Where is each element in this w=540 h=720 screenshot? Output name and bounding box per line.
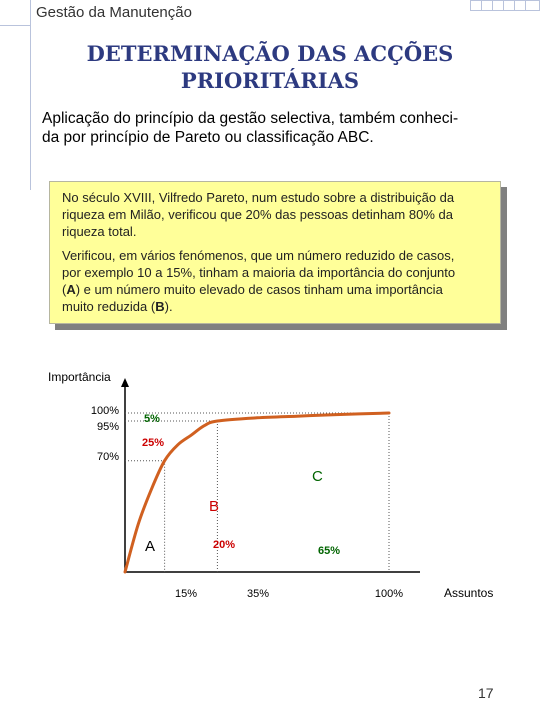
class-c-label: C [312,468,323,485]
note-paragraph-2 [62,247,490,315]
chart-guides [125,413,389,572]
annotation-25pct: 25% [142,437,165,449]
decorative-grid [470,0,540,12]
x-tick-35: 35% [246,588,270,600]
y-tick-95: 95% [96,421,119,433]
decorative-vertical-line [30,0,31,190]
x-axis-title: Assuntos [444,586,494,600]
note-p2-line-2: por exemplo 10 a 15%, tinham a maioria da importância do conjunto [62,265,456,280]
pareto-note-box [49,181,501,324]
y-axis-arrow [121,378,129,387]
intro-text [42,109,512,147]
note-p2-line-4a: muito reduzida ( [62,299,156,314]
y-tick-70: 70% [96,451,119,463]
intro-line-2: da por princípio de Pareto ou classificação ABC. [42,129,374,146]
note-p1-line-2: riqueza em Milão, verificou que 20% das pessoas detinham 80% da [62,207,453,222]
y-axis-title: Importância [48,370,111,384]
note-paragraph-1 [62,189,490,240]
class-a-label: A [145,538,156,555]
section-header: Gestão da Manutenção [36,4,192,21]
note-p2-line-3c: ) e um número muito elevado de casos tinham uma importância [75,282,443,297]
x-tick-15: 15% [174,588,198,600]
y-tick-100: 100% [90,405,119,417]
title-line-1: DETERMINAÇÃO DAS ACÇÕES [86,41,454,66]
decorative-horizontal-line [0,25,30,26]
annotation-5pct: 5% [144,413,160,425]
note-p2-line-4c: ). [164,299,173,314]
x-tick-100: 100% [374,588,404,600]
slide-title [40,40,500,94]
note-p1-line-1: No século XVIII, Vilfredo Pareto, num estudo sobre a distribuição da [62,190,455,205]
note-p2-line-1: Verificou, em vários fenómenos, que um número reduzido de casos, [62,248,455,263]
annotation-65pct: 65% [318,545,341,557]
chart-axes [121,378,420,572]
annotation-20pct: 20% [213,539,236,551]
note-p2-line-3a: ( [62,282,67,297]
title-line-2: PRIORITÁRIAS [180,68,360,93]
note-p1-line-3: riqueza total. [62,224,137,239]
chart-labels [48,370,493,600]
page-number: 17 [478,685,494,701]
note-class-b: B [155,299,165,314]
intro-line-1: Aplicação do princípio da gestão selectiva, também conheci- [42,110,459,127]
class-b-label: B [209,498,220,515]
note-class-a: A [66,282,76,297]
pareto-chart [0,360,540,620]
